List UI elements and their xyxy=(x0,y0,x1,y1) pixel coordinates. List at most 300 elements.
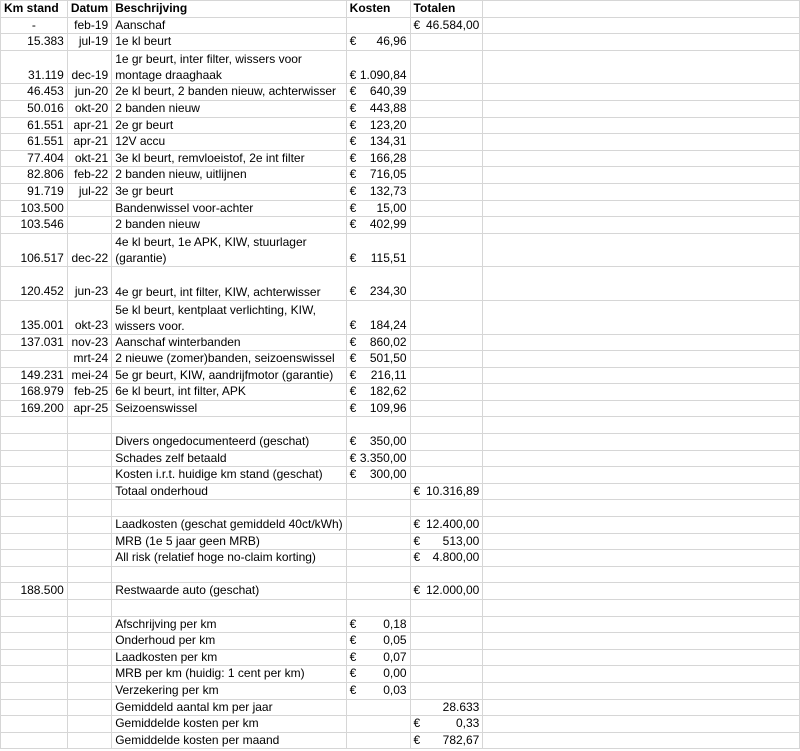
kosten-cell[interactable] xyxy=(346,633,410,650)
km-stand-cell[interactable] xyxy=(1,649,68,666)
totalen-cell[interactable] xyxy=(410,267,483,301)
totalen-cell[interactable] xyxy=(410,500,483,517)
euro-sign: € xyxy=(349,217,357,232)
datum-cell[interactable] xyxy=(67,600,111,617)
table-row xyxy=(1,500,800,517)
empty-cell[interactable] xyxy=(483,500,800,517)
km-stand-cell[interactable]: 46.453 xyxy=(1,84,68,101)
totalen-cell[interactable] xyxy=(410,367,483,384)
totalen-cell[interactable] xyxy=(410,17,483,34)
empty-cell[interactable] xyxy=(483,467,800,484)
km-stand-cell[interactable] xyxy=(1,500,68,517)
beschrijving-cell[interactable]: Gemiddelde kosten per km xyxy=(112,716,346,733)
kosten-cell[interactable] xyxy=(346,351,410,368)
empty-cell[interactable] xyxy=(483,417,800,434)
datum-cell[interactable]: jun-20 xyxy=(67,84,111,101)
empty-cell[interactable] xyxy=(483,616,800,633)
empty-cell[interactable] xyxy=(483,100,800,117)
kosten-cell[interactable] xyxy=(346,34,410,51)
currency-value xyxy=(350,666,407,682)
header-totalen[interactable]: Totalen xyxy=(410,1,483,18)
header-row xyxy=(1,1,800,18)
empty-cell[interactable] xyxy=(483,699,800,716)
euro-sign: € xyxy=(413,550,421,565)
beschrijving-cell[interactable]: Laadkosten (geschat gemiddeld 40ct/kWh) xyxy=(112,517,346,534)
km-stand-cell[interactable]: 149.231 xyxy=(1,367,68,384)
totalen-cell[interactable] xyxy=(410,483,483,500)
beschrijving-cell[interactable]: 12V accu xyxy=(112,134,346,151)
kosten-cell[interactable] xyxy=(346,233,410,267)
totalen-cell[interactable] xyxy=(410,117,483,134)
table-row xyxy=(1,167,800,184)
empty-cell[interactable] xyxy=(483,483,800,500)
beschrijving-cell[interactable]: 5e gr beurt, KIW, aandrijfmotor (garantie) xyxy=(112,367,346,384)
totalen-cell[interactable] xyxy=(410,682,483,699)
km-stand-cell[interactable] xyxy=(1,699,68,716)
table-row xyxy=(1,467,800,484)
currency-value xyxy=(414,484,480,500)
kosten-cell[interactable] xyxy=(346,367,410,384)
datum-cell[interactable]: okt-23 xyxy=(67,300,111,334)
table-row xyxy=(1,384,800,401)
empty-cell[interactable] xyxy=(483,732,800,749)
beschrijving-cell[interactable]: Gemiddelde kosten per maand xyxy=(112,732,346,749)
beschrijving-cell[interactable]: 2 banden nieuw xyxy=(112,217,346,234)
beschrijving-cell[interactable]: 2 nieuwe (zomer)banden, seizoenswissel xyxy=(112,351,346,368)
km-stand-cell[interactable]: 137.031 xyxy=(1,334,68,351)
beschrijving-cell[interactable]: 4e gr beurt, int filter, KIW, achterwisser xyxy=(112,267,346,301)
beschrijving-cell[interactable]: 2e kl beurt, 2 banden nieuw, achterwisser xyxy=(112,84,346,101)
kosten-cell[interactable] xyxy=(346,84,410,101)
km-stand-cell[interactable] xyxy=(1,716,68,733)
currency-value xyxy=(414,550,480,566)
empty-cell[interactable] xyxy=(483,583,800,600)
beschrijving-cell[interactable]: Seizoenswissel xyxy=(112,400,346,417)
amount: 46.584,00 xyxy=(425,17,480,32)
empty-cell[interactable] xyxy=(483,167,800,184)
beschrijving-cell[interactable] xyxy=(112,600,346,617)
amount: 513,00 xyxy=(442,533,480,548)
datum-cell[interactable]: apr-21 xyxy=(67,134,111,151)
empty-cell[interactable] xyxy=(483,682,800,699)
kosten-cell[interactable] xyxy=(346,200,410,217)
totalen-cell[interactable] xyxy=(410,334,483,351)
value: 28.633 xyxy=(442,699,480,714)
km-stand-cell[interactable]: - xyxy=(1,17,68,34)
km-stand-cell[interactable] xyxy=(1,483,68,500)
kosten-cell[interactable] xyxy=(346,483,410,500)
empty-cell[interactable] xyxy=(483,17,800,34)
datum-cell[interactable] xyxy=(67,450,111,467)
table-row xyxy=(1,716,800,733)
kosten-cell[interactable] xyxy=(346,450,410,467)
totalen-cell[interactable] xyxy=(410,200,483,217)
totalen-cell[interactable] xyxy=(410,300,483,334)
empty-cell[interactable] xyxy=(483,533,800,550)
totalen-cell[interactable] xyxy=(410,666,483,683)
beschrijving-cell[interactable] xyxy=(112,417,346,434)
kosten-cell[interactable] xyxy=(346,400,410,417)
totalen-cell[interactable] xyxy=(410,417,483,434)
datum-cell[interactable] xyxy=(67,200,111,217)
datum-cell[interactable] xyxy=(67,483,111,500)
empty-cell[interactable] xyxy=(483,351,800,368)
datum-cell[interactable] xyxy=(67,649,111,666)
datum-cell[interactable]: apr-25 xyxy=(67,400,111,417)
empty-cell[interactable] xyxy=(483,384,800,401)
kosten-cell[interactable] xyxy=(346,649,410,666)
datum-cell[interactable] xyxy=(67,732,111,749)
kosten-cell[interactable] xyxy=(346,384,410,401)
datum-cell[interactable] xyxy=(67,517,111,534)
beschrijving-cell[interactable]: Laadkosten per km xyxy=(112,649,346,666)
kosten-cell[interactable] xyxy=(346,600,410,617)
kosten-cell[interactable] xyxy=(346,117,410,134)
amount: 109,96 xyxy=(369,400,407,415)
totalen-cell[interactable] xyxy=(410,351,483,368)
datum-cell[interactable]: dec-19 xyxy=(67,50,111,84)
kosten-cell[interactable] xyxy=(346,334,410,351)
kosten-cell[interactable] xyxy=(346,550,410,567)
kosten-cell[interactable] xyxy=(346,666,410,683)
empty-cell[interactable] xyxy=(483,400,800,417)
km-stand-cell[interactable] xyxy=(1,682,68,699)
kosten-cell[interactable] xyxy=(346,716,410,733)
empty-cell[interactable] xyxy=(483,217,800,234)
kosten-cell[interactable] xyxy=(346,134,410,151)
kosten-cell[interactable] xyxy=(346,517,410,534)
datum-cell[interactable] xyxy=(67,566,111,583)
empty-cell[interactable] xyxy=(483,134,800,151)
amount: 501,50 xyxy=(369,351,407,366)
datum-cell[interactable]: feb-19 xyxy=(67,17,111,34)
km-stand-cell[interactable]: 168.979 xyxy=(1,384,68,401)
empty-cell[interactable] xyxy=(483,367,800,384)
euro-sign: € xyxy=(349,666,357,681)
beschrijving-cell[interactable]: 2 banden nieuw, uitlijnen xyxy=(112,167,346,184)
empty-cell[interactable] xyxy=(483,334,800,351)
beschrijving-cell[interactable]: 3e kl beurt, remvloeistof, 2e int filter xyxy=(112,150,346,167)
km-stand-cell[interactable]: 135.001 xyxy=(1,300,68,334)
totalen-cell[interactable] xyxy=(410,34,483,51)
km-stand-cell[interactable] xyxy=(1,351,68,368)
datum-cell[interactable] xyxy=(67,666,111,683)
km-stand-cell[interactable]: 169.200 xyxy=(1,400,68,417)
empty-cell[interactable] xyxy=(483,183,800,200)
datum-cell[interactable] xyxy=(67,467,111,484)
km-stand-cell[interactable]: 61.551 xyxy=(1,117,68,134)
amount: 166,28 xyxy=(369,150,407,165)
totalen-cell[interactable] xyxy=(410,716,483,733)
beschrijving-cell[interactable]: Gemiddeld aantal km per jaar xyxy=(112,699,346,716)
currency-value xyxy=(350,318,407,334)
km-stand-cell[interactable]: 103.546 xyxy=(1,217,68,234)
kosten-cell[interactable] xyxy=(346,533,410,550)
beschrijving-cell[interactable]: Onderhoud per km xyxy=(112,633,346,650)
datum-cell[interactable] xyxy=(67,217,111,234)
beschrijving-cell[interactable] xyxy=(112,566,346,583)
table-row xyxy=(1,100,800,117)
km-stand-cell[interactable] xyxy=(1,550,68,567)
beschrijving-cell[interactable]: 5e kl beurt, kentplaat verlichting, KIW, wissers voor. xyxy=(112,300,346,334)
datum-cell[interactable]: dec-22 xyxy=(67,233,111,267)
empty-cell[interactable] xyxy=(483,34,800,51)
table-row xyxy=(1,367,800,384)
datum-cell[interactable]: jun-23 xyxy=(67,267,111,301)
datum-cell[interactable] xyxy=(67,417,111,434)
euro-sign: € xyxy=(349,450,357,465)
datum-cell[interactable]: feb-25 xyxy=(67,384,111,401)
km-stand-cell[interactable] xyxy=(1,533,68,550)
empty-cell[interactable] xyxy=(483,434,800,451)
amount: 0,05 xyxy=(383,633,407,648)
amount: 0,03 xyxy=(383,682,407,697)
kosten-cell[interactable] xyxy=(346,732,410,749)
datum-cell[interactable] xyxy=(67,500,111,517)
datum-cell[interactable]: okt-20 xyxy=(67,100,111,117)
beschrijving-cell[interactable]: 1e kl beurt xyxy=(112,34,346,51)
kosten-cell[interactable] xyxy=(346,682,410,699)
beschrijving-cell[interactable]: Schades zelf betaald xyxy=(112,450,346,467)
datum-cell[interactable] xyxy=(67,699,111,716)
kosten-cell[interactable] xyxy=(346,17,410,34)
kosten-cell[interactable] xyxy=(346,616,410,633)
totalen-cell[interactable] xyxy=(410,434,483,451)
km-stand-cell[interactable]: 50.016 xyxy=(1,100,68,117)
beschrijving-cell[interactable]: 4e kl beurt, 1e APK, KIW, stuurlager (garantie) xyxy=(112,233,346,267)
km-stand-cell[interactable] xyxy=(1,467,68,484)
totalen-cell[interactable] xyxy=(410,732,483,749)
km-stand-cell[interactable]: 91.719 xyxy=(1,183,68,200)
euro-sign: € xyxy=(413,517,421,532)
euro-sign: € xyxy=(349,134,357,149)
totalen-cell[interactable] xyxy=(410,134,483,151)
euro-sign: € xyxy=(349,250,357,265)
datum-cell[interactable] xyxy=(67,633,111,650)
table-row xyxy=(1,483,800,500)
totalen-cell[interactable] xyxy=(410,600,483,617)
amount: 860,02 xyxy=(369,334,407,349)
km-stand-cell[interactable]: 77.404 xyxy=(1,150,68,167)
km-stand-cell[interactable] xyxy=(1,417,68,434)
kosten-cell[interactable] xyxy=(346,467,410,484)
beschrijving-cell[interactable]: Verzekering per km xyxy=(112,682,346,699)
kosten-cell[interactable] xyxy=(346,699,410,716)
km-stand-cell[interactable] xyxy=(1,517,68,534)
header-beschrijving[interactable]: Beschrijving xyxy=(112,1,346,18)
totalen-cell[interactable] xyxy=(410,217,483,234)
beschrijving-cell[interactable]: 6e kl beurt, int filter, APK xyxy=(112,384,346,401)
empty-cell[interactable] xyxy=(483,117,800,134)
datum-cell[interactable] xyxy=(67,682,111,699)
kosten-cell[interactable] xyxy=(346,566,410,583)
datum-cell[interactable]: feb-22 xyxy=(67,167,111,184)
kosten-cell[interactable] xyxy=(346,417,410,434)
euro-sign: € xyxy=(349,351,357,366)
datum-cell[interactable] xyxy=(67,434,111,451)
beschrijving-cell[interactable]: 2 banden nieuw xyxy=(112,100,346,117)
totalen-cell[interactable] xyxy=(410,100,483,117)
empty-cell[interactable] xyxy=(483,649,800,666)
km-stand-cell[interactable]: 15.383 xyxy=(1,34,68,51)
totalen-cell[interactable] xyxy=(410,183,483,200)
totalen-cell[interactable] xyxy=(410,450,483,467)
beschrijving-cell[interactable]: Afschrijving per km xyxy=(112,616,346,633)
datum-cell[interactable]: mei-24 xyxy=(67,367,111,384)
amount: 123,20 xyxy=(369,117,407,132)
datum-cell[interactable] xyxy=(67,583,111,600)
beschrijving-cell[interactable]: MRB per km (huidig: 1 cent per km) xyxy=(112,666,346,683)
totalen-cell[interactable] xyxy=(410,566,483,583)
table-row xyxy=(1,450,800,467)
empty-cell[interactable] xyxy=(483,550,800,567)
datum-cell[interactable]: apr-21 xyxy=(67,117,111,134)
empty-cell[interactable] xyxy=(483,267,800,301)
table-row xyxy=(1,434,800,451)
table-row xyxy=(1,400,800,417)
empty-cell[interactable] xyxy=(483,1,800,18)
datum-cell[interactable] xyxy=(67,616,111,633)
empty-cell[interactable] xyxy=(483,666,800,683)
kosten-cell[interactable] xyxy=(346,300,410,334)
empty-cell[interactable] xyxy=(483,300,800,334)
totalen-cell[interactable] xyxy=(410,550,483,567)
km-stand-cell[interactable] xyxy=(1,616,68,633)
datum-cell[interactable]: mrt-24 xyxy=(67,351,111,368)
empty-cell[interactable] xyxy=(483,150,800,167)
datum-cell[interactable]: jul-19 xyxy=(67,34,111,51)
header-datum[interactable]: Datum xyxy=(67,1,111,18)
euro-sign: € xyxy=(349,367,357,382)
beschrijving-cell[interactable]: Aanschaf xyxy=(112,17,346,34)
empty-cell[interactable] xyxy=(483,716,800,733)
beschrijving-cell[interactable]: MRB (1e 5 jaar geen MRB) xyxy=(112,533,346,550)
totalen-cell[interactable] xyxy=(410,50,483,84)
km-stand-cell[interactable]: 82.806 xyxy=(1,167,68,184)
kosten-cell[interactable] xyxy=(346,167,410,184)
empty-cell[interactable] xyxy=(483,84,800,101)
km-stand-cell[interactable] xyxy=(1,450,68,467)
beschrijving-cell[interactable]: Kosten i.r.t. huidige km stand (geschat) xyxy=(112,467,346,484)
beschrijving-cell[interactable]: Bandenwissel voor-achter xyxy=(112,200,346,217)
totalen-cell[interactable] xyxy=(410,84,483,101)
datum-cell[interactable] xyxy=(67,716,111,733)
beschrijving-cell[interactable]: Aanschaf winterbanden xyxy=(112,334,346,351)
currency-value xyxy=(350,134,407,150)
kosten-cell[interactable] xyxy=(346,100,410,117)
empty-cell[interactable] xyxy=(483,450,800,467)
totalen-cell[interactable] xyxy=(410,517,483,534)
beschrijving-cell[interactable] xyxy=(112,500,346,517)
empty-cell[interactable] xyxy=(483,633,800,650)
currency-value xyxy=(414,733,480,749)
currency-value xyxy=(350,683,407,699)
header-kosten[interactable]: Kosten xyxy=(346,1,410,18)
km-stand-cell[interactable] xyxy=(1,566,68,583)
amount: 132,73 xyxy=(369,183,407,198)
datum-cell[interactable]: jul-22 xyxy=(67,183,111,200)
currency-value xyxy=(350,217,407,233)
totalen-cell[interactable] xyxy=(410,167,483,184)
totalen-cell[interactable] xyxy=(410,616,483,633)
km-stand-cell[interactable]: 61.551 xyxy=(1,134,68,151)
km-stand-cell[interactable] xyxy=(1,666,68,683)
empty-cell[interactable] xyxy=(483,600,800,617)
amount: 234,30 xyxy=(369,284,407,299)
datum-cell[interactable]: nov-23 xyxy=(67,334,111,351)
totalen-cell[interactable] xyxy=(410,384,483,401)
km-stand-cell[interactable]: 120.452 xyxy=(1,267,68,301)
km-stand-cell[interactable] xyxy=(1,600,68,617)
empty-cell[interactable] xyxy=(483,50,800,84)
totalen-cell[interactable] xyxy=(410,533,483,550)
euro-sign: € xyxy=(349,183,357,198)
kosten-cell[interactable] xyxy=(346,267,410,301)
km-stand-cell[interactable] xyxy=(1,732,68,749)
empty-cell[interactable] xyxy=(483,566,800,583)
empty-cell[interactable] xyxy=(483,233,800,267)
kosten-cell[interactable] xyxy=(346,50,410,84)
amount: 4.800,00 xyxy=(432,550,480,565)
kosten-cell[interactable] xyxy=(346,583,410,600)
currency-value xyxy=(414,583,480,599)
empty-cell[interactable] xyxy=(483,517,800,534)
kosten-cell[interactable] xyxy=(346,434,410,451)
totalen-cell[interactable] xyxy=(410,583,483,600)
totalen-cell[interactable] xyxy=(410,467,483,484)
totalen-cell[interactable] xyxy=(410,233,483,267)
beschrijving-cell[interactable]: Restwaarde auto (geschat) xyxy=(112,583,346,600)
totalen-cell[interactable] xyxy=(410,633,483,650)
kosten-cell[interactable] xyxy=(346,217,410,234)
euro-sign: € xyxy=(413,483,421,498)
euro-sign: € xyxy=(349,682,357,697)
beschrijving-cell[interactable]: 2e gr beurt xyxy=(112,117,346,134)
km-stand-cell[interactable]: 31.119 xyxy=(1,50,68,84)
beschrijving-cell[interactable]: All risk (relatief hoge no-claim korting) xyxy=(112,550,346,567)
totalen-cell[interactable] xyxy=(410,400,483,417)
totalen-cell[interactable] xyxy=(410,649,483,666)
totalen-cell[interactable] xyxy=(410,699,483,716)
table-row xyxy=(1,183,800,200)
km-stand-cell[interactable] xyxy=(1,434,68,451)
datum-cell[interactable]: okt-21 xyxy=(67,150,111,167)
km-stand-cell[interactable]: 103.500 xyxy=(1,200,68,217)
beschrijving-cell[interactable]: 1e gr beurt, inter filter, wissers voor montage draaghaak xyxy=(112,50,346,84)
currency-value xyxy=(350,451,407,467)
beschrijving-cell[interactable]: Divers ongedocumenteerd (geschat) xyxy=(112,434,346,451)
beschrijving-cell[interactable]: Totaal onderhoud xyxy=(112,483,346,500)
table-row xyxy=(1,699,800,716)
table-row xyxy=(1,17,800,34)
kosten-cell[interactable] xyxy=(346,150,410,167)
km-stand-cell[interactable]: 106.517 xyxy=(1,233,68,267)
datum-cell[interactable] xyxy=(67,550,111,567)
datum-cell[interactable] xyxy=(67,533,111,550)
table-row xyxy=(1,550,800,567)
kosten-cell[interactable] xyxy=(346,183,410,200)
kosten-cell[interactable] xyxy=(346,500,410,517)
km-stand-cell[interactable] xyxy=(1,633,68,650)
km-stand-cell[interactable]: 188.500 xyxy=(1,583,68,600)
amount: 0,00 xyxy=(383,666,407,681)
header-km-stand[interactable]: Km stand xyxy=(1,1,68,18)
beschrijving-cell[interactable]: 3e gr beurt xyxy=(112,183,346,200)
table-row xyxy=(1,233,800,267)
table-row xyxy=(1,117,800,134)
totalen-cell[interactable] xyxy=(410,150,483,167)
empty-cell[interactable] xyxy=(483,200,800,217)
